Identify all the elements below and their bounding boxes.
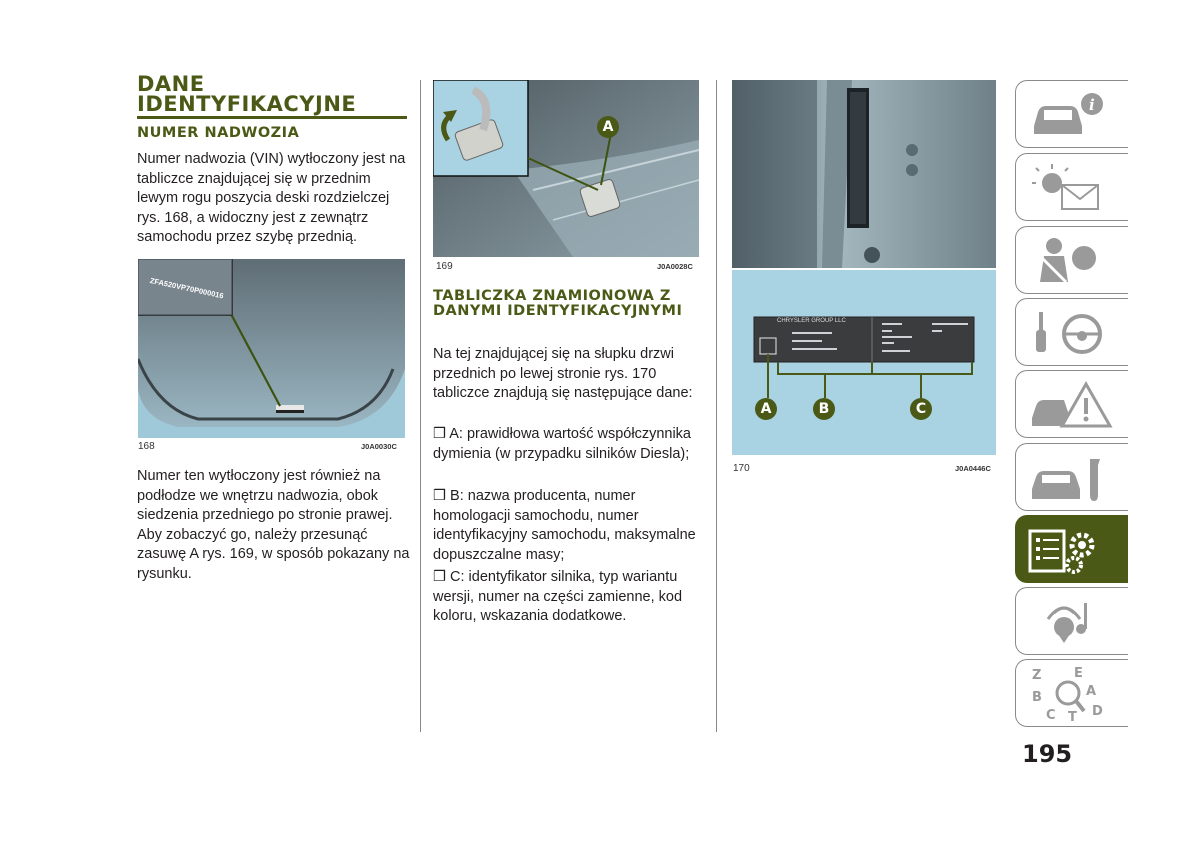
plate-manufacturer-text: CHRYSLER GROUP LLC <box>777 318 846 324</box>
list-gears-icon <box>1024 521 1120 577</box>
paragraph-floor-vin: Numer ten wytłoczony jest również na podłodze we wnętrzu nadwozia, obok siedzenia przedniego po stronie prawej. Aby zobaczyć go, należy przesunąć zasuwę A rys. 169, w sposób pokazany na rysunku. <box>137 468 410 582</box>
key-steering-icon <box>1024 304 1120 360</box>
list-item-b: ❒ B: nazwa producenta, numer homologacji samochodu, numer identyfikacyjny samochodu, maksymalne dopuszczalne masy; <box>433 488 696 563</box>
lights-mail-icon <box>1024 159 1120 215</box>
tab-emergency[interactable] <box>1015 370 1128 438</box>
callout-a: A <box>755 398 777 420</box>
section-title-body-number: NUMER NADWOZIA <box>137 125 300 141</box>
figure-168-number: 168 <box>138 441 155 452</box>
car-info-icon <box>1024 86 1120 142</box>
tab-maintenance[interactable] <box>1015 443 1128 511</box>
svg-text:Z: Z <box>1032 668 1042 683</box>
svg-text:B: B <box>1032 690 1042 705</box>
title-underline <box>137 116 407 119</box>
airbag-safety-icon <box>1024 232 1120 288</box>
tab-safety[interactable] <box>1015 226 1128 294</box>
car-warning-icon <box>1024 376 1120 432</box>
tab-lights-messages[interactable] <box>1015 153 1128 221</box>
page-title: DANE IDENTYFIKACYJNE <box>137 72 357 116</box>
tab-car-info[interactable] <box>1015 80 1128 148</box>
figure-170-plate-diagram <box>732 270 996 455</box>
figure-170-code: J0A0446C <box>955 464 991 473</box>
alphabet-index-icon <box>1024 665 1120 721</box>
svg-text:D: D <box>1092 704 1103 719</box>
list-item-c: ❒ C: identyfikator silnika, typ wariantu wersji, numer na części zamienne, kod koloru, wskazania dodatkowe. <box>433 569 683 624</box>
figure-169-code: J0A0028C <box>657 262 693 271</box>
figure-169-number: 169 <box>436 261 453 272</box>
svg-text:A: A <box>1086 684 1097 699</box>
column-divider <box>420 80 421 732</box>
tab-technical-data[interactable] <box>1015 515 1128 583</box>
svg-text:C: C <box>1046 708 1056 721</box>
figure-170-photo <box>732 80 996 268</box>
tab-multimedia[interactable] <box>1015 587 1128 655</box>
paragraph-vin: Numer nadwozia (VIN) wytłoczony jest na tabliczce znajdującej się w przednim lewym rogu poszycia deski rozdzielczej rys. 168, a widoczny jest z zewnątrz samochodu przez szybę przednią. <box>137 151 406 245</box>
figure-169-image <box>433 80 699 257</box>
svg-text:i: i <box>1089 96 1095 114</box>
page-number: 195 <box>1022 740 1073 768</box>
column-divider <box>716 80 717 732</box>
music-navigation-icon <box>1024 593 1120 649</box>
section-title-data-plate: TABLICZKA ZNAMIONOWA Z DANYMI IDENTYFIKACYJNYMI <box>433 288 683 319</box>
callout-c: C <box>910 398 932 420</box>
callout-a: A <box>597 116 619 138</box>
svg-text:T: T <box>1068 710 1077 721</box>
tab-index[interactable] <box>1015 659 1128 727</box>
paragraph-plate-intro: Na tej znajdującej się na słupku drzwi przednich po lewej stronie rys. 170 tabliczce znajdują się następujące dane: <box>433 346 693 401</box>
tab-starting-driving[interactable] <box>1015 298 1128 366</box>
car-wrench-icon <box>1024 449 1120 505</box>
callout-b: B <box>813 398 835 420</box>
figure-168-code: J0A0030C <box>361 442 397 451</box>
list-item-a: ❒ A: prawidłowa wartość współczynnika dymienia (w przypadku silników Diesla); <box>433 426 691 462</box>
vin-stamp-label: ZFA520VP70P000016 <box>149 276 225 301</box>
figure-170-number: 170 <box>733 463 750 474</box>
svg-text:E: E <box>1074 666 1083 681</box>
